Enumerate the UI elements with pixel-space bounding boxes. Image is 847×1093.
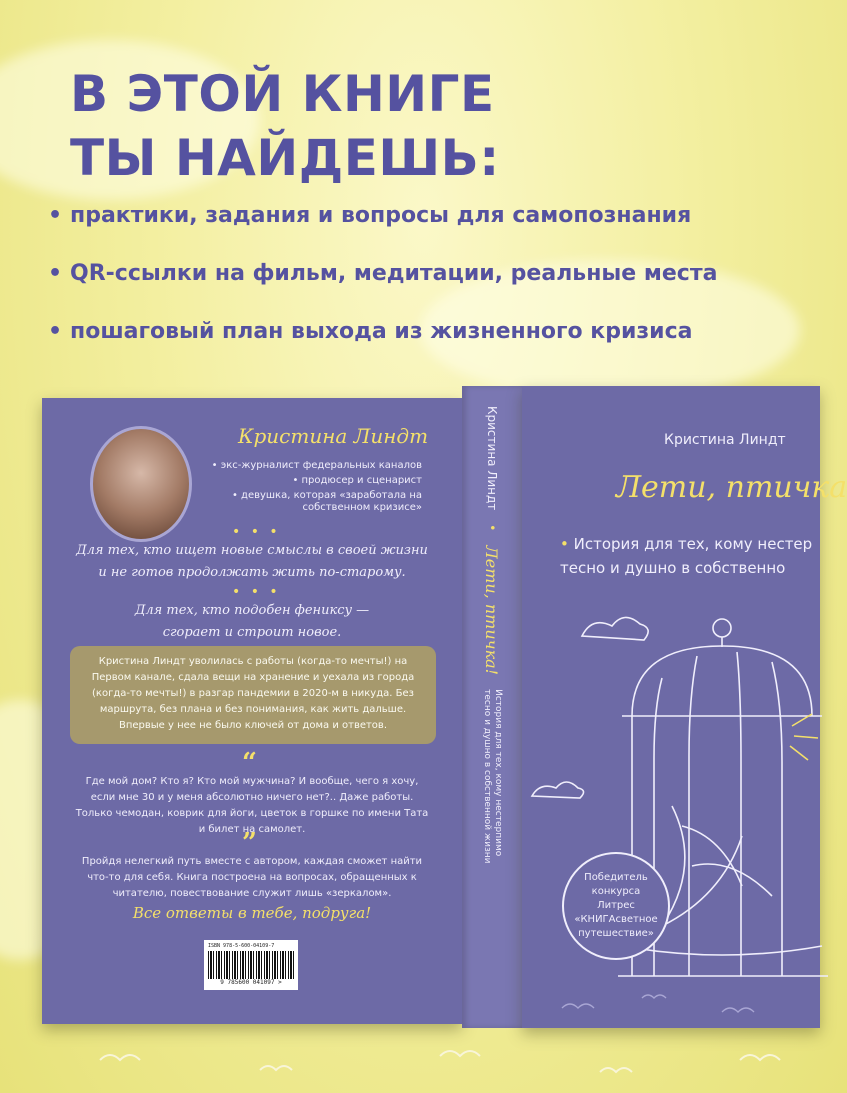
- bullet-dot: •: [48, 319, 63, 344]
- back-cover: [42, 398, 462, 1024]
- script-line: и не готов продолжать жить по-старому.: [98, 565, 406, 580]
- feature-item: [48, 254, 717, 312]
- author-fact-text: экс-журналист федеральных каналов: [220, 460, 422, 471]
- isbn-barcode: [204, 940, 298, 990]
- author-fact: • продюсер и сценарист: [292, 475, 422, 486]
- bullet-dot: •: [48, 261, 63, 286]
- quote-open-icon: “: [242, 748, 257, 778]
- tagline: Все ответы в тебе, подруга!: [132, 904, 372, 922]
- birds-icon: [40, 1030, 820, 1090]
- spine-title: Лети, птичка!: [482, 545, 502, 676]
- divider-dots: • • •: [232, 584, 281, 600]
- divider-dots: • • •: [232, 524, 281, 540]
- description-text: Пройдя нелегкий путь вместе с автором, каждая сможет найти что-то для себя. Книга построена на вопросах, обращенных к читателю, повествование служит лишь «зеркалом».: [81, 856, 423, 899]
- spine-subtitle-line: тесно и душно в собственной жизни: [482, 689, 492, 864]
- script-line: сгорает и строит новое.: [162, 625, 342, 640]
- feature-text: пошаговый план выхода из жизненного кризиса: [70, 319, 693, 344]
- spine-text: [462, 386, 522, 1028]
- blurb-box: Кристина Линдт уволилась с работы (когда-то мечты!) на Первом канале, сдала вещи на хранение и уехала из города (когда-то мечты!) в разгар пандемии в 2020-м в никуда. Без маршрута, без плана и без понимания, как жить дальше. Впервые у нее не было ключей от дома и ответов.: [70, 646, 436, 744]
- back-author-name: Кристина Линдт: [238, 424, 429, 448]
- birdcage-icon: [522, 606, 820, 1006]
- front-author: Кристина Линдт: [664, 432, 786, 448]
- award-badge: Победитель конкурса Литрес «КНИГАсветное путешествие»: [562, 852, 670, 960]
- quote-text: Где мой дом? Кто я? Кто мой мужчина? И вообще, чего я хочу, если мне 30 и у меня абсолютно ничего нет?.. Даже работы. Только чемодан, коврик для йоги, цветок в горшке по имени Тата и билет на самолет.: [75, 776, 429, 835]
- feature-item: [48, 312, 717, 370]
- bullet-dot: •: [560, 535, 569, 553]
- front-subtitle-line: тесно и душно в собственно: [560, 559, 786, 577]
- spine-author: Кристина Линдт: [485, 406, 499, 511]
- author-fact-text: девушка, которая «заработала на собственном кризисе»: [241, 490, 422, 513]
- isbn-number: 9 785600 041097 >: [220, 979, 282, 986]
- feature-list: [48, 196, 717, 370]
- front-subtitle: [560, 532, 812, 580]
- author-portrait: [90, 426, 192, 542]
- feature-item: [48, 196, 717, 254]
- birds-icon: [522, 968, 820, 1028]
- author-fact: • девушка, которая «заработала на собственном кризисе»: [231, 490, 422, 513]
- author-fact: • экс-журналист федеральных каналов: [211, 460, 422, 471]
- barcode-icon: [208, 951, 294, 979]
- spine-dot: •: [485, 524, 499, 532]
- author-facts: [192, 460, 422, 517]
- front-title: Лети, птичка: [616, 470, 847, 505]
- headline: [70, 62, 500, 190]
- book-spine: [462, 386, 522, 1028]
- headline-line-1: В ЭТОЙ КНИГЕ: [70, 65, 495, 123]
- isbn-label: ISBN 978-5-600-04109-7: [208, 943, 275, 949]
- spine-subtitle: [481, 689, 503, 863]
- script-line: Для тех, кто ищет новые смыслы в своей жизни: [76, 543, 428, 558]
- author-fact-text: продюсер и сценарист: [301, 475, 422, 486]
- feature-text: практики, задания и вопросы для самопознания: [70, 203, 692, 228]
- front-subtitle-line: История для тех, кому нестер: [573, 535, 813, 553]
- front-cover: [522, 386, 847, 1028]
- script-line: Для тех, кто подобен фениксу —: [134, 603, 370, 618]
- feature-text: QR-ссылки на фильм, медитации, реальные места: [70, 261, 718, 286]
- headline-line-2: ТЫ НАЙДЕШЬ:: [70, 129, 500, 187]
- quote-close-icon: ”: [242, 828, 257, 858]
- bullet-dot: •: [48, 203, 63, 228]
- spine-subtitle-line: История для тех, кому нестерпимо: [493, 689, 503, 857]
